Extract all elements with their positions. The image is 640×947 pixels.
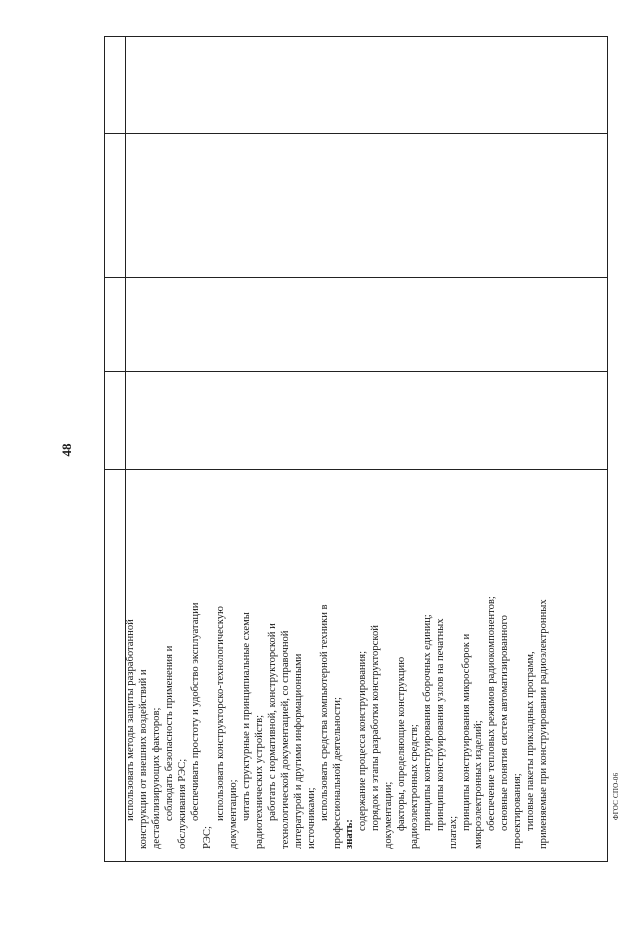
text-line: проектирования;	[512, 773, 524, 849]
text-line: документации;	[383, 781, 395, 849]
text-line: платах;	[447, 815, 459, 849]
text-line: использовать конструкторско-технологическую	[215, 606, 227, 821]
text-line: факторы, определяющие конструкцию	[396, 656, 408, 831]
text-line: использовать методы защиты разработанной	[125, 619, 136, 821]
text-line: технологической документацией, со справочной	[279, 630, 291, 849]
text-line: соблюдать безопасность применения и	[163, 645, 175, 821]
text-line: принципы конструирования сборочных единиц;	[421, 614, 433, 831]
text-line: радиоэлектронных средств;	[408, 724, 420, 849]
text-line: документацию;	[228, 779, 240, 849]
text-line: типовые пакеты прикладных программ,	[525, 651, 537, 831]
section-heading-know: знать:	[344, 819, 356, 849]
text-line: микроэлектронных изделий;	[473, 720, 485, 849]
text-line: обеспечение тепловых режимов радиокомпонентов;	[486, 596, 498, 831]
text-line: основные понятия систем автоматизированного	[499, 615, 511, 831]
text-line: работать с нормативной, конструкторской и	[266, 623, 278, 821]
text-line: дестабилизирующих факторов;	[150, 707, 162, 849]
text-line: принципы конструирования микросборок и	[460, 633, 472, 831]
table-divider-2	[105, 277, 607, 278]
text-line: РЭС;	[202, 826, 214, 849]
rotated-cell-text	[125, 469, 603, 849]
text-line: конструкции от внешних воздействий и	[137, 669, 149, 849]
text-line: литературой и другими информационными	[292, 653, 304, 849]
text-line: принципы конструирования узлов на печатных	[434, 618, 446, 831]
text-line: содержание процесса конструирования;	[357, 650, 369, 831]
text-line: применяемые при конструировании радиоэлектронных	[538, 599, 549, 849]
text-line: обеспечивать простоту и удобство эксплуатации	[189, 602, 201, 821]
text-line: обслуживания РЭС;	[176, 758, 188, 849]
text-line: профессиональной деятельности;	[331, 697, 343, 849]
page-number: 48	[59, 443, 74, 457]
text-line: использовать средства компьютерной техники в	[318, 604, 330, 821]
footer-document-code: ФГОС СПО-06	[612, 772, 620, 820]
text-line: читать структурные и принципиальные схемы	[241, 612, 253, 821]
text-line: источниками;	[305, 787, 317, 849]
text-line: порядок и этапы разработки конструкторской	[370, 625, 382, 831]
text-line: радиотехнических устройств;	[254, 714, 266, 849]
table-divider-1	[105, 133, 607, 134]
table-frame	[104, 36, 608, 862]
table-divider-3	[105, 371, 607, 372]
table-cell-content	[125, 469, 549, 947]
